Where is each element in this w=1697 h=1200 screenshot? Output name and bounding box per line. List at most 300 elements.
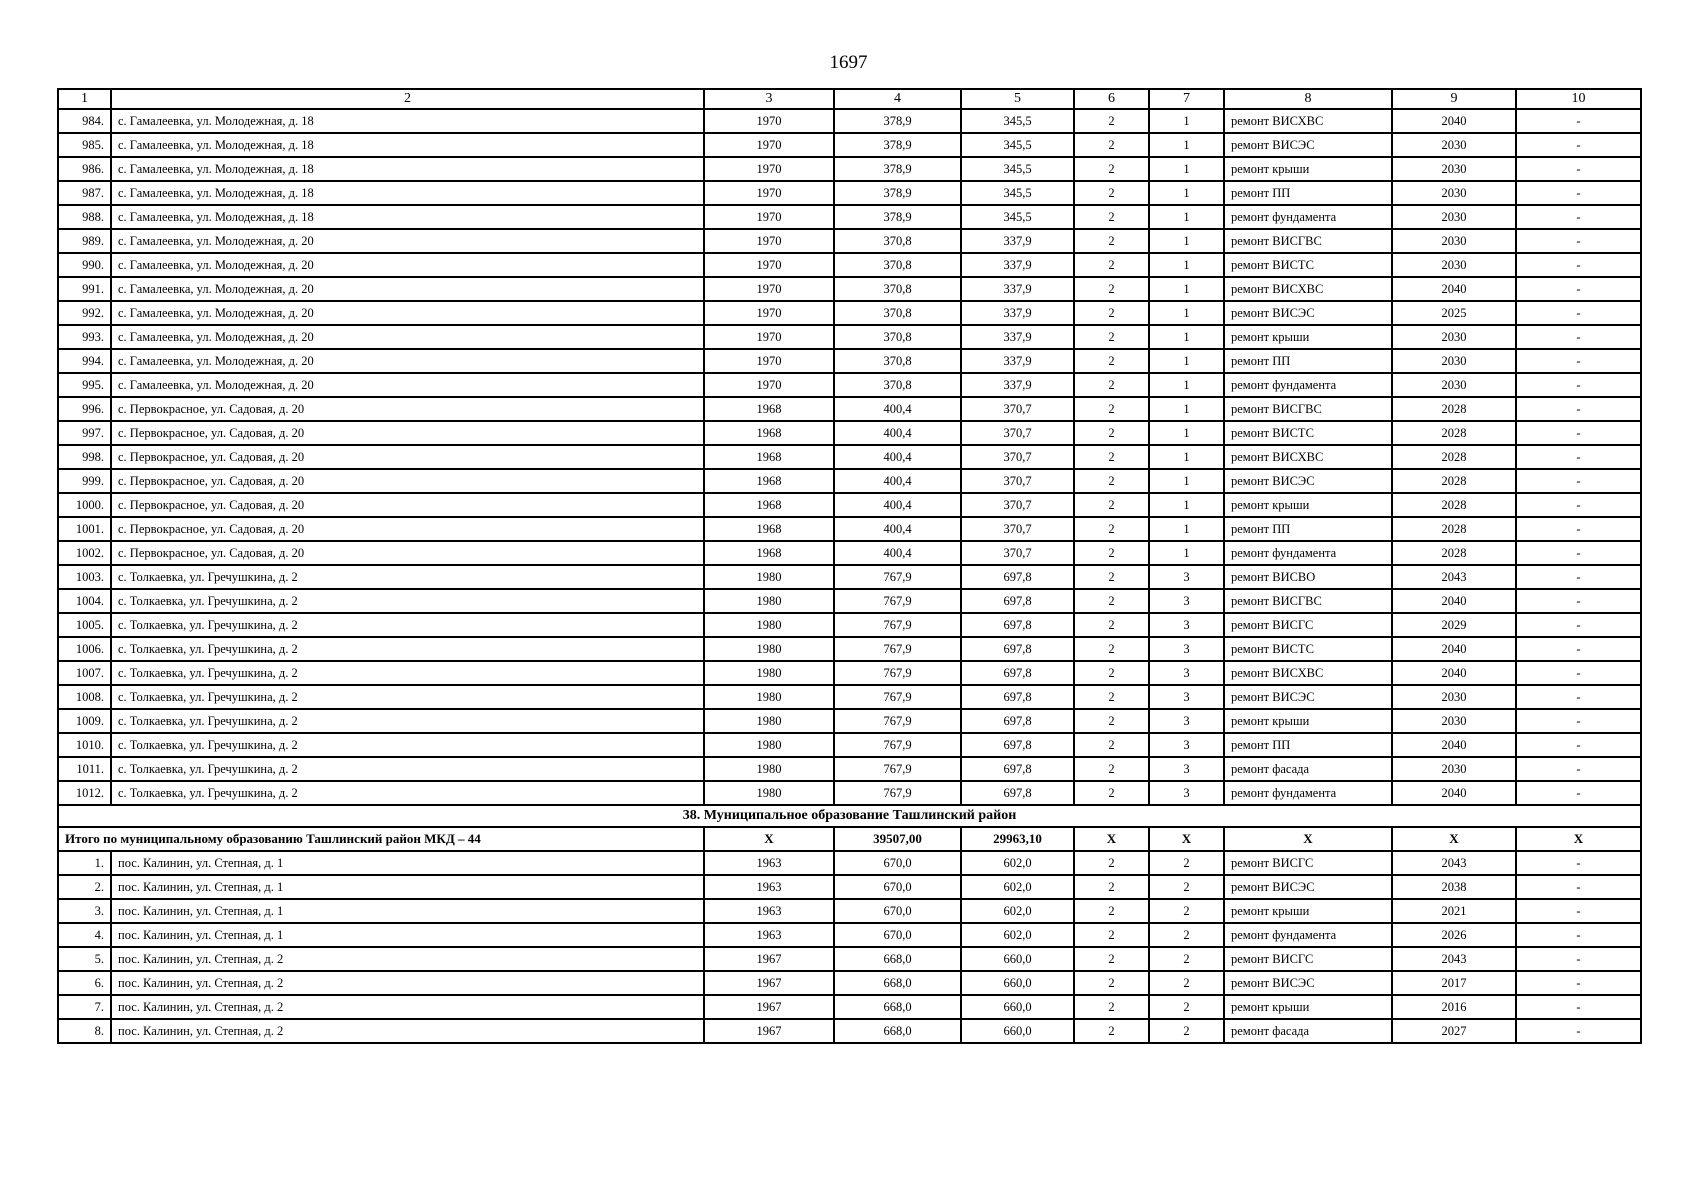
address-cell: с. Первокрасное, ул. Садовая, д. 20 (111, 397, 704, 421)
living-area-cell: 697,8 (961, 589, 1074, 613)
planned-year-cell: 2040 (1392, 661, 1516, 685)
planned-year-cell: 2043 (1392, 565, 1516, 589)
total-area-cell: 378,9 (834, 205, 961, 229)
row-number-cell: 1004. (58, 589, 111, 613)
table-row (58, 109, 1641, 133)
living-area-cell: 602,0 (961, 899, 1074, 923)
year-built-cell: 1970 (704, 157, 834, 181)
total-area-cell: 767,9 (834, 757, 961, 781)
note-cell: - (1516, 899, 1641, 923)
year-built-cell: 1970 (704, 229, 834, 253)
planned-year-cell: 2040 (1392, 781, 1516, 805)
column-header: 10 (1516, 89, 1641, 109)
floors-cell: 2 (1074, 373, 1149, 397)
note-cell: - (1516, 469, 1641, 493)
work-type-cell: ремонт ВИСХВС (1224, 661, 1392, 685)
row-number-cell: 1001. (58, 517, 111, 541)
total-area-cell: 767,9 (834, 685, 961, 709)
note-cell: - (1516, 661, 1641, 685)
total-area-cell: 670,0 (834, 875, 961, 899)
table-row (58, 613, 1641, 637)
planned-year-cell: 2043 (1392, 851, 1516, 875)
row-number-cell: 995. (58, 373, 111, 397)
entrances-cell: 1 (1149, 277, 1224, 301)
year-built-cell: 1980 (704, 757, 834, 781)
work-type-cell: ремонт фундамента (1224, 373, 1392, 397)
note-cell: - (1516, 851, 1641, 875)
table-row (58, 875, 1641, 899)
floors-cell: 2 (1074, 875, 1149, 899)
living-area-cell: 697,8 (961, 757, 1074, 781)
floors-cell: 2 (1074, 923, 1149, 947)
total-area-cell: 668,0 (834, 1019, 961, 1043)
year-built-cell: 1980 (704, 709, 834, 733)
living-area-cell: 337,9 (961, 349, 1074, 373)
living-area-cell: 370,7 (961, 469, 1074, 493)
floors-cell: 2 (1074, 109, 1149, 133)
total-area-cell: 400,4 (834, 445, 961, 469)
planned-year-cell: 2040 (1392, 277, 1516, 301)
living-area-cell: 370,7 (961, 493, 1074, 517)
address-cell: с. Толкаевка, ул. Гречушкина, д. 2 (111, 709, 704, 733)
living-area-cell: 370,7 (961, 397, 1074, 421)
work-type-cell: ремонт ПП (1224, 349, 1392, 373)
work-type-cell: ремонт крыши (1224, 899, 1392, 923)
rows-after-section (58, 851, 1641, 1043)
floors-cell: 2 (1074, 995, 1149, 1019)
floors-cell: 2 (1074, 781, 1149, 805)
planned-year-cell: 2026 (1392, 923, 1516, 947)
address-cell: с. Первокрасное, ул. Садовая, д. 20 (111, 469, 704, 493)
living-area-cell: 660,0 (961, 971, 1074, 995)
address-cell: с. Толкаевка, ул. Гречушкина, д. 2 (111, 781, 704, 805)
planned-year-cell: 2030 (1392, 157, 1516, 181)
entrances-cell: 3 (1149, 709, 1224, 733)
floors-cell: 2 (1074, 589, 1149, 613)
table-row (58, 685, 1641, 709)
total-area-cell: 400,4 (834, 421, 961, 445)
work-type-cell: ремонт ВИСЭС (1224, 133, 1392, 157)
note-cell: - (1516, 565, 1641, 589)
section-title: 38. Муниципальное образование Ташлинский район (58, 805, 1641, 827)
note-cell: - (1516, 637, 1641, 661)
table-row (58, 325, 1641, 349)
floors-cell: 2 (1074, 397, 1149, 421)
address-cell: с. Толкаевка, ул. Гречушкина, д. 2 (111, 589, 704, 613)
total-area-cell: 767,9 (834, 637, 961, 661)
address-cell: с. Первокрасное, ул. Садовая, д. 20 (111, 421, 704, 445)
total-cell: 39507,00 (834, 827, 961, 851)
address-cell: с. Гамалеевка, ул. Молодежная, д. 20 (111, 277, 704, 301)
floors-cell: 2 (1074, 205, 1149, 229)
work-type-cell: ремонт фундамента (1224, 541, 1392, 565)
address-cell: с. Гамалеевка, ул. Молодежная, д. 18 (111, 205, 704, 229)
planned-year-cell: 2040 (1392, 637, 1516, 661)
entrances-cell: 1 (1149, 229, 1224, 253)
note-cell: - (1516, 1019, 1641, 1043)
table-row (58, 517, 1641, 541)
address-cell: с. Толкаевка, ул. Гречушкина, д. 2 (111, 685, 704, 709)
entrances-cell: 2 (1149, 1019, 1224, 1043)
work-type-cell: ремонт ВИСЭС (1224, 971, 1392, 995)
total-area-cell: 370,8 (834, 277, 961, 301)
work-type-cell: ремонт крыши (1224, 157, 1392, 181)
planned-year-cell: 2029 (1392, 613, 1516, 637)
address-cell: с. Гамалеевка, ул. Молодежная, д. 20 (111, 301, 704, 325)
total-area-cell: 400,4 (834, 493, 961, 517)
planned-year-cell: 2028 (1392, 421, 1516, 445)
living-area-cell: 345,5 (961, 157, 1074, 181)
note-cell: - (1516, 733, 1641, 757)
note-cell: - (1516, 397, 1641, 421)
entrances-cell: 2 (1149, 995, 1224, 1019)
living-area-cell: 370,7 (961, 445, 1074, 469)
note-cell: - (1516, 493, 1641, 517)
living-area-cell: 345,5 (961, 205, 1074, 229)
section-block (58, 805, 1641, 851)
row-number-cell: 1000. (58, 493, 111, 517)
row-number-cell: 8. (58, 1019, 111, 1043)
table-row (58, 205, 1641, 229)
year-built-cell: 1968 (704, 469, 834, 493)
note-cell: - (1516, 133, 1641, 157)
total-cell: X (1224, 827, 1392, 851)
row-number-cell: 1007. (58, 661, 111, 685)
column-header: 3 (704, 89, 834, 109)
row-number-cell: 994. (58, 349, 111, 373)
address-cell: с. Гамалеевка, ул. Молодежная, д. 18 (111, 109, 704, 133)
total-area-cell: 670,0 (834, 851, 961, 875)
section-header-row (58, 805, 1641, 827)
planned-year-cell: 2028 (1392, 541, 1516, 565)
total-area-cell: 668,0 (834, 947, 961, 971)
floors-cell: 2 (1074, 565, 1149, 589)
total-area-cell: 400,4 (834, 541, 961, 565)
row-number-cell: 991. (58, 277, 111, 301)
year-built-cell: 1970 (704, 349, 834, 373)
living-area-cell: 697,8 (961, 565, 1074, 589)
total-area-cell: 370,8 (834, 373, 961, 397)
living-area-cell: 602,0 (961, 923, 1074, 947)
table-row (58, 709, 1641, 733)
planned-year-cell: 2017 (1392, 971, 1516, 995)
floors-cell: 2 (1074, 469, 1149, 493)
entrances-cell: 2 (1149, 875, 1224, 899)
table-row (58, 851, 1641, 875)
total-cell: X (1392, 827, 1516, 851)
year-built-cell: 1980 (704, 685, 834, 709)
year-built-cell: 1963 (704, 899, 834, 923)
work-type-cell: ремонт ВИСЭС (1224, 301, 1392, 325)
row-number-cell: 2. (58, 875, 111, 899)
floors-cell: 2 (1074, 301, 1149, 325)
column-header: 7 (1149, 89, 1224, 109)
year-built-cell: 1980 (704, 733, 834, 757)
entrances-cell: 2 (1149, 851, 1224, 875)
floors-cell: 2 (1074, 445, 1149, 469)
floors-cell: 2 (1074, 133, 1149, 157)
note-cell: - (1516, 181, 1641, 205)
note-cell: - (1516, 253, 1641, 277)
planned-year-cell: 2040 (1392, 733, 1516, 757)
floors-cell: 2 (1074, 421, 1149, 445)
work-type-cell: ремонт ВИСГВС (1224, 397, 1392, 421)
total-area-cell: 767,9 (834, 661, 961, 685)
living-area-cell: 697,8 (961, 637, 1074, 661)
total-area-cell: 668,0 (834, 995, 961, 1019)
row-number-cell: 996. (58, 397, 111, 421)
floors-cell: 2 (1074, 947, 1149, 971)
note-cell: - (1516, 325, 1641, 349)
column-header: 8 (1224, 89, 1392, 109)
planned-year-cell: 2030 (1392, 133, 1516, 157)
entrances-cell: 1 (1149, 157, 1224, 181)
entrances-cell: 1 (1149, 325, 1224, 349)
total-area-cell: 767,9 (834, 613, 961, 637)
row-number-cell: 986. (58, 157, 111, 181)
living-area-cell: 345,5 (961, 133, 1074, 157)
year-built-cell: 1980 (704, 661, 834, 685)
note-cell: - (1516, 781, 1641, 805)
total-area-cell: 378,9 (834, 109, 961, 133)
address-cell: с. Толкаевка, ул. Гречушкина, д. 2 (111, 613, 704, 637)
address-cell: с. Толкаевка, ул. Гречушкина, д. 2 (111, 565, 704, 589)
table-row (58, 421, 1641, 445)
planned-year-cell: 2040 (1392, 109, 1516, 133)
living-area-cell: 697,8 (961, 685, 1074, 709)
address-cell: пос. Калинин, ул. Степная, д. 2 (111, 1019, 704, 1043)
address-cell: с. Гамалеевка, ул. Молодежная, д. 20 (111, 325, 704, 349)
living-area-cell: 660,0 (961, 1019, 1074, 1043)
floors-cell: 2 (1074, 181, 1149, 205)
address-cell: с. Гамалеевка, ул. Молодежная, д. 20 (111, 373, 704, 397)
living-area-cell: 370,7 (961, 517, 1074, 541)
year-built-cell: 1980 (704, 565, 834, 589)
table-row (58, 781, 1641, 805)
table-row (58, 373, 1641, 397)
note-cell: - (1516, 685, 1641, 709)
address-cell: пос. Калинин, ул. Степная, д. 1 (111, 851, 704, 875)
total-cell: X (1516, 827, 1641, 851)
entrances-cell: 1 (1149, 373, 1224, 397)
total-area-cell: 400,4 (834, 469, 961, 493)
living-area-cell: 370,7 (961, 421, 1074, 445)
floors-cell: 2 (1074, 349, 1149, 373)
entrances-cell: 1 (1149, 421, 1224, 445)
living-area-cell: 337,9 (961, 253, 1074, 277)
floors-cell: 2 (1074, 253, 1149, 277)
total-area-cell: 767,9 (834, 589, 961, 613)
floors-cell: 2 (1074, 541, 1149, 565)
living-area-cell: 660,0 (961, 995, 1074, 1019)
planned-year-cell: 2030 (1392, 685, 1516, 709)
floors-cell: 2 (1074, 493, 1149, 517)
year-built-cell: 1970 (704, 109, 834, 133)
note-cell: - (1516, 445, 1641, 469)
planned-year-cell: 2038 (1392, 875, 1516, 899)
planned-year-cell: 2030 (1392, 253, 1516, 277)
note-cell: - (1516, 109, 1641, 133)
row-number-cell: 1002. (58, 541, 111, 565)
work-type-cell: ремонт фасада (1224, 757, 1392, 781)
living-area-cell: 337,9 (961, 301, 1074, 325)
total-area-cell: 670,0 (834, 923, 961, 947)
living-area-cell: 345,5 (961, 109, 1074, 133)
table-row (58, 133, 1641, 157)
floors-cell: 2 (1074, 757, 1149, 781)
total-area-cell: 767,9 (834, 733, 961, 757)
column-number-row (58, 89, 1641, 109)
entrances-cell: 3 (1149, 613, 1224, 637)
work-type-cell: ремонт крыши (1224, 709, 1392, 733)
table-row (58, 253, 1641, 277)
row-number-cell: 7. (58, 995, 111, 1019)
row-number-cell: 989. (58, 229, 111, 253)
total-area-cell: 668,0 (834, 971, 961, 995)
total-area-cell: 670,0 (834, 899, 961, 923)
work-type-cell: ремонт ВИСХВС (1224, 277, 1392, 301)
year-built-cell: 1970 (704, 325, 834, 349)
note-cell: - (1516, 875, 1641, 899)
work-type-cell: ремонт ВИСЭС (1224, 469, 1392, 493)
address-cell: с. Гамалеевка, ул. Молодежная, д. 20 (111, 349, 704, 373)
table-row (58, 971, 1641, 995)
table-row (58, 995, 1641, 1019)
address-cell: пос. Калинин, ул. Степная, д. 1 (111, 923, 704, 947)
row-number-cell: 1009. (58, 709, 111, 733)
planned-year-cell: 2040 (1392, 589, 1516, 613)
living-area-cell: 337,9 (961, 325, 1074, 349)
housing-repair-table (57, 88, 1642, 1044)
work-type-cell: ремонт ПП (1224, 181, 1392, 205)
work-type-cell: ремонт ВИСТС (1224, 421, 1392, 445)
entrances-cell: 2 (1149, 947, 1224, 971)
table-row (58, 733, 1641, 757)
column-header: 6 (1074, 89, 1149, 109)
address-cell: с. Гамалеевка, ул. Молодежная, д. 20 (111, 253, 704, 277)
address-cell: с. Гамалеевка, ул. Молодежная, д. 18 (111, 133, 704, 157)
row-number-cell: 1. (58, 851, 111, 875)
entrances-cell: 1 (1149, 205, 1224, 229)
year-built-cell: 1968 (704, 541, 834, 565)
row-number-cell: 3. (58, 899, 111, 923)
address-cell: с. Толкаевка, ул. Гречушкина, д. 2 (111, 757, 704, 781)
rows-before-section (58, 109, 1641, 805)
row-number-cell: 1005. (58, 613, 111, 637)
planned-year-cell: 2028 (1392, 469, 1516, 493)
note-cell: - (1516, 541, 1641, 565)
floors-cell: 2 (1074, 229, 1149, 253)
year-built-cell: 1968 (704, 493, 834, 517)
table-row (58, 493, 1641, 517)
planned-year-cell: 2030 (1392, 373, 1516, 397)
year-built-cell: 1980 (704, 637, 834, 661)
year-built-cell: 1968 (704, 421, 834, 445)
living-area-cell: 337,9 (961, 229, 1074, 253)
total-area-cell: 767,9 (834, 781, 961, 805)
floors-cell: 2 (1074, 661, 1149, 685)
note-cell: - (1516, 373, 1641, 397)
planned-year-cell: 2030 (1392, 205, 1516, 229)
work-type-cell: ремонт ВИСГС (1224, 947, 1392, 971)
note-cell: - (1516, 229, 1641, 253)
row-number-cell: 998. (58, 445, 111, 469)
planned-year-cell: 2028 (1392, 397, 1516, 421)
table-row (58, 637, 1641, 661)
entrances-cell: 1 (1149, 493, 1224, 517)
entrances-cell: 3 (1149, 733, 1224, 757)
table-row (58, 469, 1641, 493)
floors-cell: 2 (1074, 709, 1149, 733)
floors-cell: 2 (1074, 685, 1149, 709)
note-cell: - (1516, 517, 1641, 541)
row-number-cell: 993. (58, 325, 111, 349)
address-cell: с. Толкаевка, ул. Гречушкина, д. 2 (111, 637, 704, 661)
total-area-cell: 370,8 (834, 229, 961, 253)
work-type-cell: ремонт крыши (1224, 493, 1392, 517)
total-area-cell: 378,9 (834, 181, 961, 205)
row-number-cell: 6. (58, 971, 111, 995)
table-row (58, 589, 1641, 613)
total-area-cell: 370,8 (834, 349, 961, 373)
address-cell: с. Толкаевка, ул. Гречушкина, д. 2 (111, 733, 704, 757)
living-area-cell: 345,5 (961, 181, 1074, 205)
note-cell: - (1516, 971, 1641, 995)
planned-year-cell: 2030 (1392, 181, 1516, 205)
note-cell: - (1516, 709, 1641, 733)
note-cell: - (1516, 757, 1641, 781)
entrances-cell: 3 (1149, 637, 1224, 661)
floors-cell: 2 (1074, 637, 1149, 661)
floors-cell: 2 (1074, 325, 1149, 349)
entrances-cell: 2 (1149, 923, 1224, 947)
row-number-cell: 988. (58, 205, 111, 229)
work-type-cell: ремонт фундамента (1224, 205, 1392, 229)
work-type-cell: ремонт ВИСТС (1224, 253, 1392, 277)
note-cell: - (1516, 301, 1641, 325)
year-built-cell: 1967 (704, 947, 834, 971)
row-number-cell: 1008. (58, 685, 111, 709)
living-area-cell: 337,9 (961, 277, 1074, 301)
table-row (58, 157, 1641, 181)
table-row (58, 349, 1641, 373)
note-cell: - (1516, 349, 1641, 373)
work-type-cell: ремонт ВИСГВС (1224, 589, 1392, 613)
table-row (58, 1019, 1641, 1043)
floors-cell: 2 (1074, 613, 1149, 637)
year-built-cell: 1963 (704, 875, 834, 899)
planned-year-cell: 2043 (1392, 947, 1516, 971)
work-type-cell: ремонт ВИСТС (1224, 637, 1392, 661)
note-cell: - (1516, 157, 1641, 181)
total-cell: X (1149, 827, 1224, 851)
living-area-cell: 337,9 (961, 373, 1074, 397)
entrances-cell: 3 (1149, 781, 1224, 805)
total-cell: 29963,10 (961, 827, 1074, 851)
living-area-cell: 697,8 (961, 613, 1074, 637)
planned-year-cell: 2030 (1392, 229, 1516, 253)
row-number-cell: 987. (58, 181, 111, 205)
entrances-cell: 1 (1149, 301, 1224, 325)
total-label: Итого по муниципальному образованию Ташлинский район МКД – 44 (58, 827, 704, 851)
living-area-cell: 660,0 (961, 947, 1074, 971)
work-type-cell: ремонт ВИСХВС (1224, 445, 1392, 469)
total-row (58, 827, 1641, 851)
column-header: 2 (111, 89, 704, 109)
note-cell: - (1516, 947, 1641, 971)
entrances-cell: 3 (1149, 589, 1224, 613)
planned-year-cell: 2021 (1392, 899, 1516, 923)
